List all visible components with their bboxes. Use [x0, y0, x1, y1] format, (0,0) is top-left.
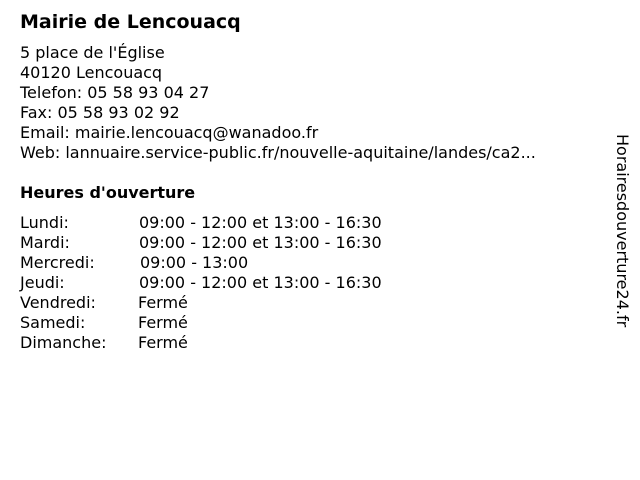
time-value: Fermé	[138, 293, 188, 312]
address-street: 5 place de l'Église	[20, 43, 165, 62]
day-label: Lundi:	[20, 213, 69, 232]
day-label: Dimanche:	[20, 333, 107, 352]
day-label: Jeudi:	[20, 273, 65, 292]
hours-table	[20, 213, 580, 353]
page-title: Mairie de Lencouacq	[20, 11, 241, 33]
day-label: Samedi:	[20, 313, 86, 332]
hours-row-mercredi	[20, 253, 580, 273]
address-city: 40120 Lencouacq	[20, 63, 163, 82]
day-label: Vendredi:	[20, 293, 96, 312]
time-value: 09:00 - 12:00 et 13:00 - 16:30	[139, 273, 382, 292]
fax-number: Fax: 05 58 93 02 92	[20, 103, 180, 122]
time-value: 09:00 - 12:00 et 13:00 - 16:30	[139, 213, 382, 232]
day-label: Mercredi:	[20, 253, 95, 272]
hours-row-jeudi	[20, 273, 580, 293]
hours-row-samedi	[20, 313, 580, 333]
phone-number: Telefon: 05 58 93 04 27	[20, 83, 210, 102]
time-value: 09:00 - 13:00	[140, 253, 249, 272]
website-link: Web: lannuaire.service-public.fr/nouvelle-aquitaine/landes/ca2...	[20, 143, 536, 162]
time-value: Fermé	[138, 313, 188, 332]
time-value: Fermé	[138, 333, 188, 352]
hours-row-mardi	[20, 233, 580, 253]
contact-block	[20, 43, 536, 163]
email-address: Email: mairie.lencouacq@wanadoo.fr	[20, 123, 319, 142]
hours-row-dimanche	[20, 333, 580, 353]
hours-heading: Heures d'ouverture	[20, 183, 196, 202]
site-watermark: Horairesdouverture24.fr	[613, 134, 632, 328]
day-label: Mardi:	[20, 233, 70, 252]
time-value: 09:00 - 12:00 et 13:00 - 16:30	[139, 233, 382, 252]
hours-row-lundi	[20, 213, 580, 233]
hours-row-vendredi	[20, 293, 580, 313]
